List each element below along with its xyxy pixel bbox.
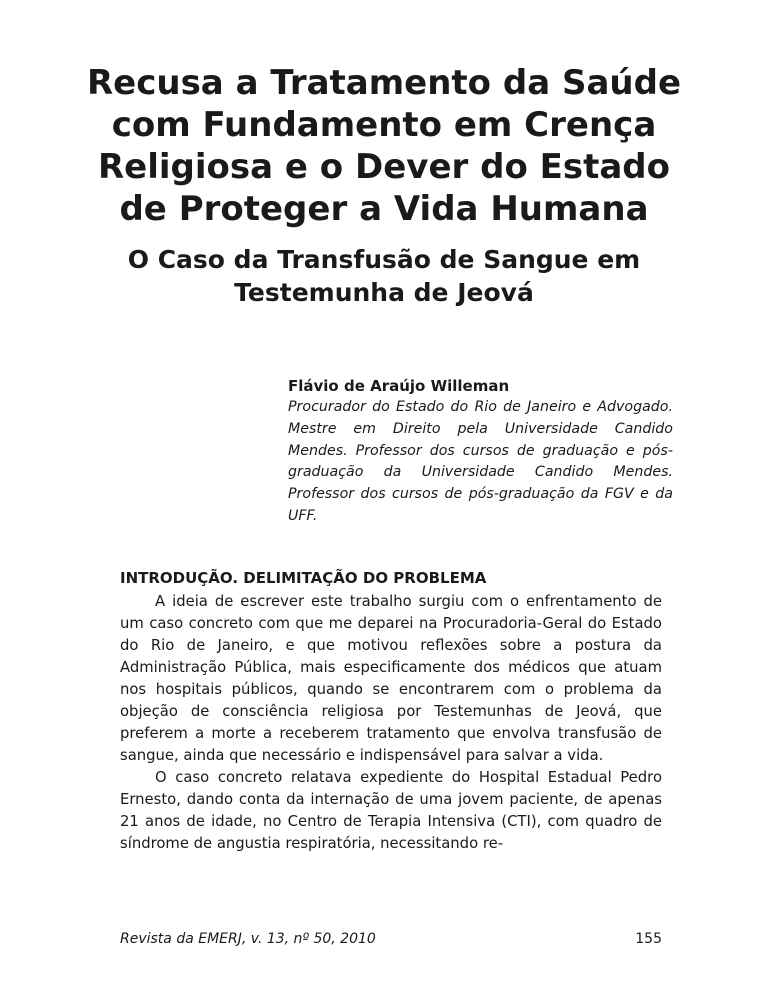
author-bio: Procurador do Estado do Rio de Janeiro e Advogado. Mestre em Direito pela Universidade Candido Mendes. Professor dos cursos de graduação e pós-graduação da Universidade Candido Mendes. Professor dos cursos de pós-graduação da FGV e da UFF. [288, 399, 673, 524]
paragraph-1: A ideia de escrever este trabalho surgiu com o enfrentamento de um caso concreto com que me deparei na Procuradoria-Geral do Estado do Rio de Janeiro, e que motivou reflexões sobre a postura da Administração Pública, mais especificamente dos médicos que atuam nos hospitais públicos, quando se encontrarem com o problema da objeção de consciência religiosa por Testemunhas de Jeová, que preferem a morte a receberem tratamento que envolva transfusão de sangue, ainda que necessário e indispensável para salvar a vida. [120, 593, 662, 764]
paragraph-2: O caso concreto relatava expediente do Hospital Estadual Pedro Ernesto, dando conta da internação de uma jovem paciente, de apenas 21 anos de idade, no Centro de Terapia Intensiva (CTI), com quadro de síndrome de angustia respiratória, necessitando re- [120, 769, 662, 852]
section-heading: INTRODUÇÃO. DELIMITAÇÃO DO PROBLEMA [120, 569, 487, 587]
article-subtitle: O Caso da Transfusão de Sangue em Testemunha de Jeová [127, 245, 641, 307]
footer-page-number: 155 [635, 931, 662, 947]
author-name: Flávio de Araújo Willeman [288, 377, 510, 395]
body-text [120, 591, 662, 855]
footer-journal-citation: Revista da EMERJ, v. 13, nº 50, 2010 [120, 931, 376, 947]
author-block [288, 375, 673, 528]
article-title: Recusa a Tratamento da Saúde com Fundamento em Crença Religiosa e o Dever do Estado de Proteger a Vida Humana [86, 63, 682, 229]
